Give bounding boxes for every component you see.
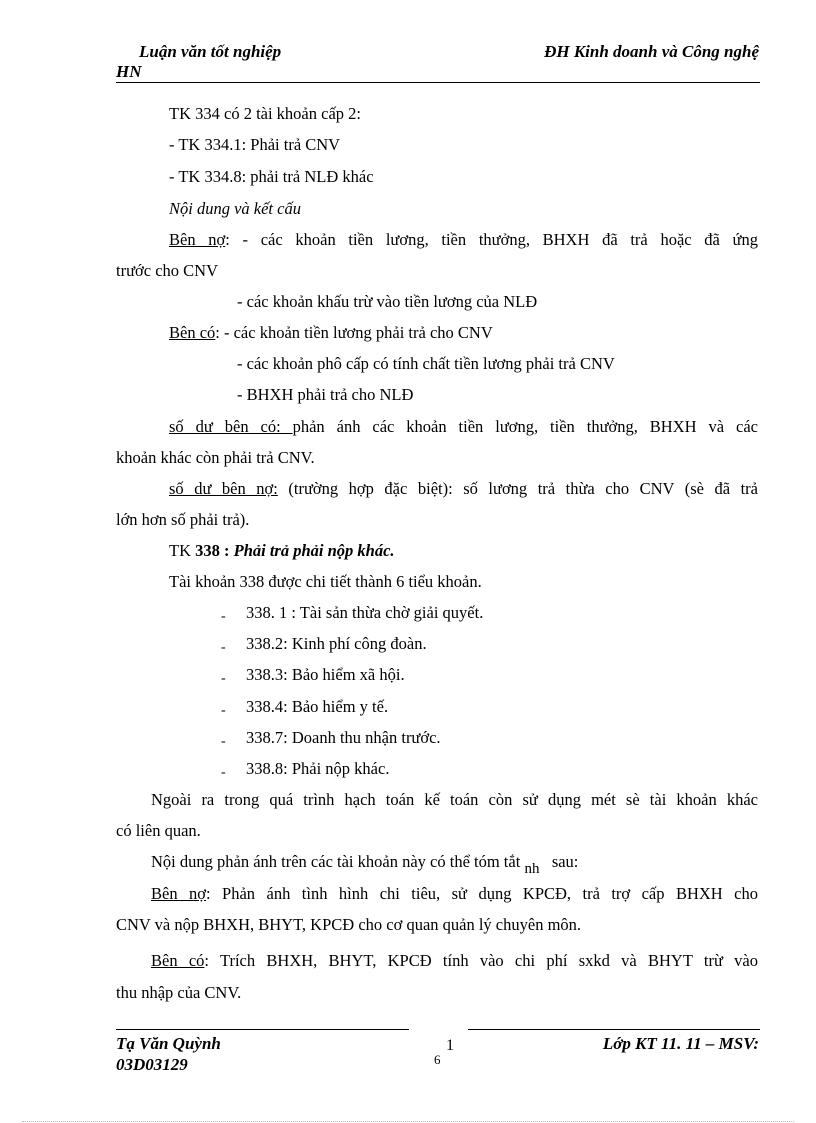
label-text: : Phản ánh tình hình chi tiêu, sử dụng KPCĐ, trả trợ cấp BHXH cho <box>206 884 758 903</box>
label-text: : - các khoản tiền lương, tiền thưởng, BHXH đã trả hoặc đã ứng <box>225 230 758 249</box>
list-marker: - <box>221 609 226 624</box>
list-marker: - <box>221 703 226 718</box>
text-line <box>151 852 579 877</box>
list-item: 338.3: Bảo hiểm xã hội. <box>246 665 405 684</box>
list-item: 338. 1 : Tài sản thừa chờ giải quyết. <box>246 603 484 622</box>
footer-student-id: 03D03129 <box>116 1055 188 1074</box>
label-ben-co: Bên có <box>151 951 205 970</box>
footer-rule-right <box>468 1029 760 1030</box>
text-line <box>169 323 493 343</box>
label-ben-no: Bên nợ <box>169 230 226 249</box>
list-marker: - <box>221 640 226 655</box>
header-left-cont: HN <box>116 62 142 81</box>
header-rule <box>116 82 760 83</box>
footer-author: Tạ Văn Quỳnh <box>116 1034 221 1053</box>
text-line: CNV và nộp BHXH, BHYT, KPCĐ cho cơ quan quản lý chuyên môn. <box>116 915 582 934</box>
label-text: : Trích BHXH, BHYT, KPCĐ tính vào chi phí sxkd và BHYT trừ vào <box>204 951 758 970</box>
list-marker: - <box>221 765 226 780</box>
text-line: lớn hơn số phải trả). <box>116 510 250 529</box>
tk-number: 338 : <box>195 541 230 560</box>
label-so-du-ben-co: số dư bên có: <box>169 417 293 436</box>
label-ben-no: Bên nợ <box>151 884 207 903</box>
section-heading: Nội dung và kết cấu <box>169 199 301 218</box>
text-line <box>169 541 395 561</box>
text-line: TK 334 có 2 tài khoản cấp 2: <box>169 104 361 123</box>
text-line: - các khoản phô cấp có tính chất tiền lương phải trả CNV <box>237 354 615 373</box>
label-text: phản ánh các khoản tiền lương, tiền thưởng, BHXH và các <box>292 417 758 436</box>
label-ben-co: Bên có <box>169 323 216 342</box>
text-line: - BHXH phải trả cho NLĐ <box>237 385 414 404</box>
text-line: - TK 334.8: phải trả NLĐ khác <box>169 167 374 186</box>
footer-class: Lớp KT 11. 11 – MSV: <box>602 1034 759 1053</box>
text-line: - TK 334.1: Phải trả CNV <box>169 135 341 154</box>
page-number-top: 1 <box>446 1037 454 1054</box>
text-line <box>169 417 758 437</box>
text-line: khoản khác còn phải trả CNV. <box>116 448 315 467</box>
label-text: : - các khoản tiền lương phải trả cho CNV <box>215 323 493 342</box>
summary-subscript: nh <box>524 861 540 877</box>
list-marker: - <box>221 671 226 686</box>
text-line <box>169 230 758 250</box>
text-line <box>151 884 758 904</box>
text-line: thu nhập của CNV. <box>116 983 242 1002</box>
text-line: Tài khoản 338 được chi tiết thành 6 tiểu khoản. <box>169 572 482 591</box>
tk-title: Phải trả phải nộp khác. <box>229 541 395 560</box>
header-left: Luận văn tốt nghiệp <box>139 42 282 61</box>
text-line: trước cho CNV <box>116 261 218 280</box>
text-line <box>151 951 758 971</box>
text-line: Ngoài ra trong quá trình hạch toán kế toán còn sử dụng mét sè tài khoản khác <box>151 790 758 809</box>
summary-text: Nội dung phản ánh trên các tài khoản này có thể tóm tắt <box>151 852 521 871</box>
header-right: ĐH Kinh doanh và Công nghệ <box>544 42 759 61</box>
text-line: có liên quan. <box>116 821 201 840</box>
list-marker: - <box>221 734 226 749</box>
label-text: (trường hợp đặc biệt): số lương trả thừa cho CNV (sè đã trả <box>277 479 758 498</box>
page-number-bottom: 6 <box>434 1052 441 1067</box>
text-line <box>169 479 758 499</box>
text-line: - các khoản khấu trừ vào tiền lương của NLĐ <box>237 292 538 311</box>
label-so-du-ben-no: số dư bên nợ: <box>169 479 278 498</box>
list-item: 338.7: Doanh thu nhận trước. <box>246 728 441 747</box>
list-item: 338.2: Kinh phí công đoàn. <box>246 634 427 653</box>
summary-end: sau: <box>551 852 579 871</box>
footer-rule-left <box>116 1029 409 1030</box>
list-item: 338.8: Phải nộp khác. <box>246 759 390 778</box>
page-bottom-border <box>22 1121 794 1122</box>
list-item: 338.4: Bảo hiểm y tế. <box>246 697 389 716</box>
tk-prefix: TK <box>169 541 196 560</box>
